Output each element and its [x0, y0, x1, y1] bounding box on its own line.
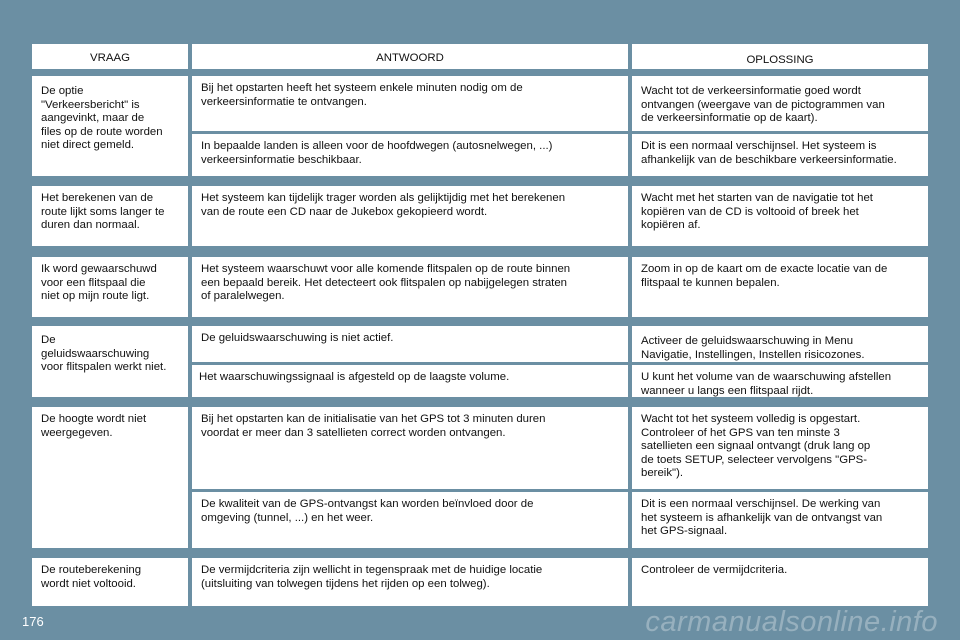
question-cell: Ik word gewaarschuwd voor een flitspaal die niet op mijn route ligt.: [32, 257, 188, 317]
header-oplossing: [632, 44, 928, 69]
solution-cell: Wacht tot het systeem volledig is opgestart. Controleer of het GPS van ten minste 3 satellieten een signaal ontvangt (druk lang op de toets SETUP, selecteer vervolgens "GPS- bereik").: [632, 407, 928, 489]
solution-cell: Wacht tot de verkeersinformatie goed wordt ontvangen (weergave van de pictogrammen van de verkeersinformatie op de kaart).: [632, 76, 928, 131]
question-cell: De routeberekening wordt niet voltooid.: [32, 558, 188, 606]
answer-cell: Bij het opstarten kan de initialisatie van het GPS tot 3 minuten duren voordat er meer dan 3 satellieten correct worden ontvangen.: [192, 407, 628, 489]
page-number: 176: [22, 614, 44, 629]
header-vraag-label: VRAAG: [90, 52, 130, 64]
answer-cell: De kwaliteit van de GPS-ontvangst kan worden beïnvloed door de omgeving (tunnel, ...) en het weer.: [192, 492, 628, 548]
solution-cell: Activeer de geluidswaarschuwing in Menu Navigatie, Instellingen, Instellen risicozones.: [632, 326, 928, 362]
solution-cell: U kunt het volume van de waarschuwing afstellen wanneer u langs een flitspaal rijdt.: [632, 365, 928, 397]
question-cell: De optie "Verkeersbericht" is aangevinkt, maar de files op de route worden niet direct gemeld.: [32, 76, 188, 176]
header-antwoord-label: ANTWOORD: [376, 52, 444, 64]
answer-cell: Het systeem waarschuwt voor alle komende flitspalen op de route binnen een bepaald bereik. Het detecteert ook flitspalen op nabijgelegen straten of paralelwegen.: [192, 257, 628, 317]
header-vraag: [32, 44, 188, 69]
answer-cell: De vermijdcriteria zijn wellicht in tegenspraak met de huidige locatie (uitsluiting van tolwegen tijdens het rijden op een tolweg).: [192, 558, 628, 606]
header-antwoord: [192, 44, 628, 69]
solution-cell: Dit is een normaal verschijnsel. Het systeem is afhankelijk van de beschikbare verkeersinformatie.: [632, 134, 928, 176]
header-oplossing-label: OPLOSSING: [746, 54, 814, 66]
question-cell: De hoogte wordt niet weergegeven.: [32, 407, 188, 548]
answer-cell: Het waarschuwingssignaal is afgesteld op de laagste volume.: [192, 365, 628, 397]
solution-cell: Wacht met het starten van de navigatie tot het kopiëren van de CD is voltooid of breek het kopiëren af.: [632, 186, 928, 246]
solution-cell: Zoom in op de kaart om de exacte locatie van de flitspaal te kunnen bepalen.: [632, 257, 928, 317]
question-cell: De geluidswaarschuwing voor flitspalen werkt niet.: [32, 326, 188, 397]
answer-cell: Bij het opstarten heeft het systeem enkele minuten nodig om de verkeersinformatie te ontvangen.: [192, 76, 628, 131]
answer-cell: Het systeem kan tijdelijk trager worden als gelijktijdig met het berekenen van de route een CD naar de Jukebox gekopieerd wordt.: [192, 186, 628, 246]
solution-cell: Controleer de vermijdcriteria.: [632, 558, 928, 606]
solution-cell: Dit is een normaal verschijnsel. De werking van het systeem is afhankelijk van de ontvangst van het GPS-signaal.: [632, 492, 928, 548]
question-cell: Het berekenen van de route lijkt soms langer te duren dan normaal.: [32, 186, 188, 246]
answer-cell: De geluidswaarschuwing is niet actief.: [192, 326, 628, 362]
answer-cell: In bepaalde landen is alleen voor de hoofdwegen (autosnelwegen, ...) verkeersinformatie beschikbaar.: [192, 134, 628, 176]
watermark: carmanualsonline.info: [645, 606, 938, 638]
